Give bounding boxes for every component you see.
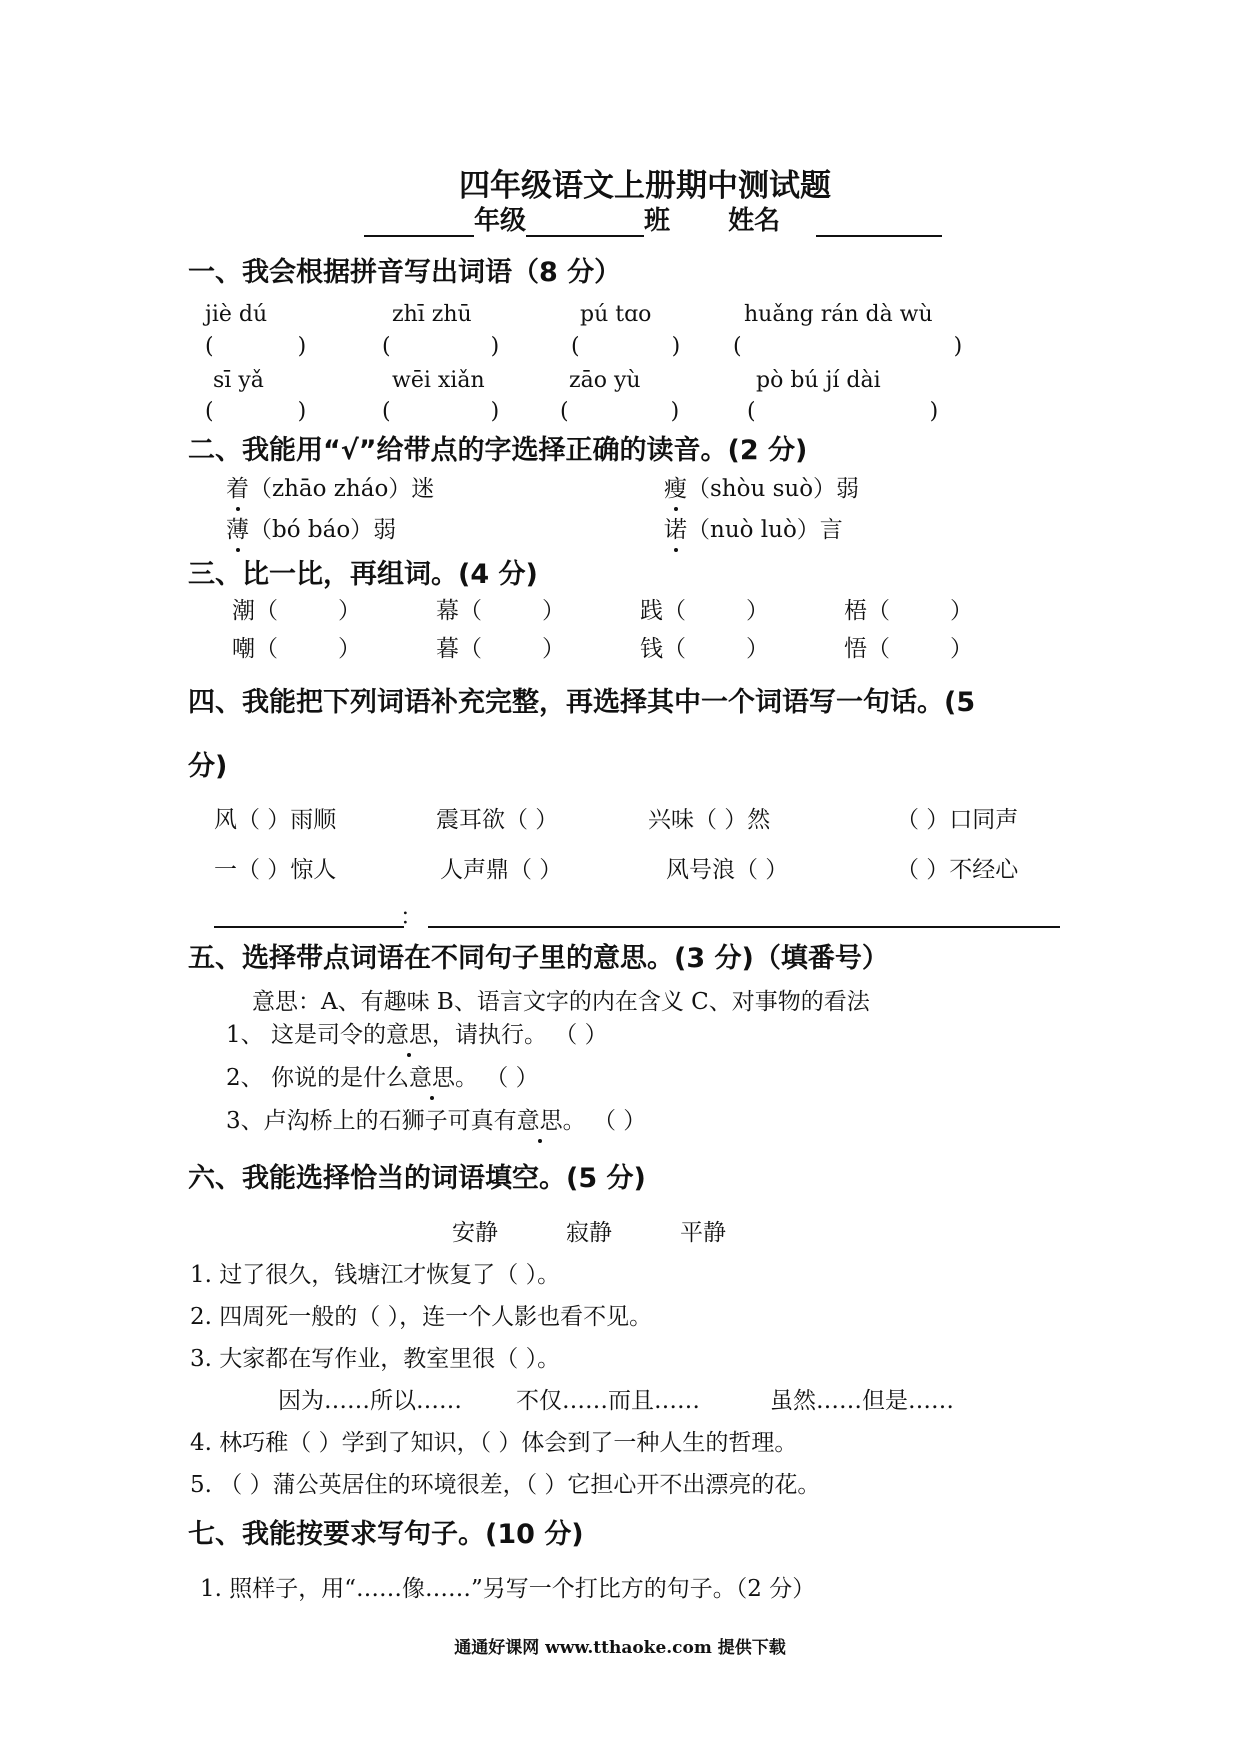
word-option-2: 寂静 [566,1220,612,1246]
pinyin-7: zāo yù [569,368,641,393]
colon: ： [400,904,423,930]
idiom-3[interactable]: 兴味（ ）然 [648,807,771,833]
compare-item-5[interactable]: 嘲（ ） [232,636,361,662]
pinyin-2: zhī zhū [392,302,472,327]
sentence-question-1: 1. 照样子，用“……像……”另写一个打比方的句子。（2 分） [200,1576,816,1602]
pinyin-3: pú tɑo [580,302,652,327]
idiom-2[interactable]: 震耳欲（ ） [436,807,559,833]
student-info-line [364,200,942,237]
section-2-heading: 二、我能用“√”给带点的字选择正确的读音。(2 分) [188,435,808,466]
name-blank[interactable] [816,211,942,237]
fill-question-3[interactable]: 3. 大家都在写作业，教室里很（ ）。 [190,1346,561,1372]
idiom-6[interactable]: 人声鼎（ ） [440,857,563,883]
fill-question-2[interactable]: 2. 四周死一般的（ ），连一个人影也看不见。 [190,1304,653,1330]
conjunction-option-1: 因为……所以…… [278,1388,462,1414]
answer-paren-1[interactable]: ( ) [205,334,307,359]
word-option-3: 平静 [680,1220,726,1246]
word-option-1: 安静 [452,1220,498,1246]
answer-paren-3[interactable]: ( ) [571,334,681,359]
compare-item-7[interactable]: 钱（ ） [640,636,769,662]
footer-credit: 通通好课网 www.tthaoke.com 提供下载 [454,1638,786,1658]
reading-choice-1[interactable]: 着（zhāo zháo）迷 [226,476,435,502]
name-label: 姓名 [728,206,781,236]
fill-question-5[interactable]: 5. （ ）蒲公英居住的环境很差，（ ）它担心开不出漂亮的花。 [190,1472,821,1498]
idiom-1[interactable]: 风（ ）雨顺 [214,807,337,833]
section-6-heading: 六、我能选择恰当的词语填空。(5 分) [188,1163,646,1194]
pinyin-8: pò bú jí dài [756,368,881,393]
compare-item-8[interactable]: 悟（ ） [844,636,973,662]
chosen-idiom-line[interactable] [214,926,404,928]
pinyin-5: sī yǎ [213,368,264,393]
page-title: 四年级语文上册期中测试题 [459,168,831,204]
pinyin-6: wēi xiǎn [392,368,485,393]
answer-paren-7[interactable]: ( ) [560,399,680,424]
compare-item-3[interactable]: 践（ ） [640,598,769,624]
reading-choice-4[interactable]: 诺（nuò luò）言 [664,517,843,543]
section-1-heading: 一、我会根据拼音写出词语（8 分） [188,257,622,288]
answer-paren-5[interactable]: ( ) [205,399,307,424]
compare-item-1[interactable]: 潮（ ） [232,598,361,624]
compare-item-6[interactable]: 暮（ ） [436,636,565,662]
compare-item-2[interactable]: 幕（ ） [436,598,565,624]
sentence-line[interactable] [428,926,1060,928]
answer-paren-2[interactable]: ( ) [382,334,500,359]
class-label: 班 [644,206,671,236]
class-blank[interactable] [526,211,644,237]
section-4-heading-cont: 分) [188,751,228,782]
pinyin-1: jiè dú [205,302,268,327]
grade-label: 年级 [474,206,527,236]
meanings-list: 意思：A、有趣味 B、语言文字的内在含义 C、对事物的看法 [252,989,870,1015]
section-5-heading: 五、选择带点词语在不同句子里的意思。(3 分)（填番号） [188,943,889,974]
idiom-8[interactable]: （ ）不经心 [896,857,1019,883]
idiom-7[interactable]: 风号浪（ ） [666,857,789,883]
answer-paren-8[interactable]: ( ) [747,399,939,424]
conjunction-option-3: 虽然……但是…… [770,1388,954,1414]
reading-choice-3[interactable]: 薄（bó báo）弱 [226,517,397,543]
fill-question-1[interactable]: 1. 过了很久，钱塘江才恢复了（ ）。 [190,1262,561,1288]
idiom-4[interactable]: （ ）口同声 [896,807,1019,833]
compare-item-4[interactable]: 梧（ ） [844,598,973,624]
meaning-question-2[interactable]: 2、 你说的是什么意思。 （ ） [226,1065,539,1091]
answer-paren-6[interactable]: ( ) [382,399,500,424]
section-4-heading: 四、我能把下列词语补充完整，再选择其中一个词语写一句话。(5 [188,687,976,718]
grade-blank[interactable] [364,211,474,237]
section-3-heading: 三、比一比，再组词。(4 分) [188,559,538,590]
meaning-question-1[interactable]: 1、 这是司令的意思，请执行。 （ ） [226,1022,608,1048]
section-7-heading: 七、我能按要求写句子。(10 分) [188,1519,584,1550]
conjunction-option-2: 不仅……而且…… [516,1388,700,1414]
idiom-5[interactable]: 一（ ）惊人 [214,857,337,883]
answer-paren-4[interactable]: ( ) [733,334,963,359]
meaning-question-3[interactable]: 3、卢沟桥上的石狮子可真有意思。 （ ） [226,1108,647,1134]
fill-question-4[interactable]: 4. 林巧稚（ ）学到了知识，（ ）体会到了一种人生的哲理。 [190,1430,798,1456]
pinyin-4: huǎng rán dà wù [744,302,933,327]
reading-choice-2[interactable]: 瘦（shòu suò）弱 [664,476,860,502]
